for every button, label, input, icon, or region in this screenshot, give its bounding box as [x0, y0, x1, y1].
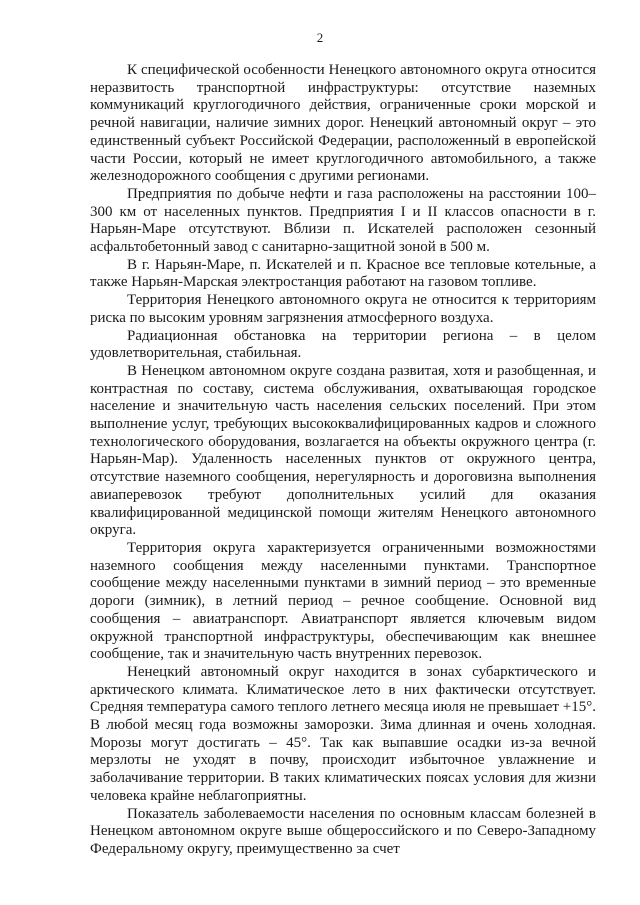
paragraph-climate: Ненецкий автономный округ находится в зонах субарктического и арктического климата. Климатическое лето в них фактически отсутствует. Средняя температура самого теплого летнего месяца июля не превышает +15°. В любой месяц года возможны заморозки. Зима длинная и очень холодная. Морозы могут достигать – 45°. Так как выпавшие осадки из-за вечной мерзлоты не уходят в почву, происходит избыточное увлажнение и заболачивание территории. В таких климатических поясах условия для жизни человека крайне неблагоприятны. [90, 663, 596, 804]
paragraph-oil-gas-enterprises: Предприятия по добыче нефти и газа расположены на расстоянии 100–300 км от населенных пунктов. Предприятия I и II классов опасности в г. Нарьян-Маре отсутствуют. Вблизи п. Искателей расположен сезонный асфальтобетонный завод с санитарно-защитной зоной в 500 м. [90, 185, 596, 256]
paragraph-gas-fuel: В г. Нарьян-Маре, п. Искателей и п. Красное все тепловые котельные, а также Нарьян-Марская электростанция работают на газовом топливе. [90, 256, 596, 291]
paragraph-morbidity: Показатель заболеваемости населения по основным классам болезней в Ненецком автономном округе выше общероссийского и по Северо-Западному Федеральному округу, преимущественно за счет [90, 805, 596, 857]
paragraph-air-pollution: Территория Ненецкого автономного округа не относится к территориям риска по высоким уровням загрязнения атмосферного воздуха. [90, 292, 596, 326]
paragraph-service-system: В Ненецком автономном округе создана развитая, хотя и разобщенная, и контрастная по составу, система обслуживания, охватывающая городское население и значительную часть населения сельских поселений. При этом выполнение услуг, требующих высококвалифицированных кадров и сложного технологического оборудования, возлагается на объекты окружного центра (г. Нарьян-Мар). Удаленность населенных пунктов от окружного центра, отсутствие наземного сообщения, нерегулярность и дороговизна выполнения авиаперевозок требуют дополнительных усилий для оказания квалифицированной медицинской помощи жителям Ненецкого автономного округа. [90, 362, 596, 539]
paragraph-ground-connection: Территория округа характеризуется ограниченными возможностями наземного сообщения между населенными пунктами. Транспортное сообщение между населенными пунктами в зимний период – это временные дороги (зимник), в летний период – речное сообщение. Основной вид сообщения – авиатранспорт. Авиатранспорт является ключевым видом окружной транспортной инфраструктуры, обеспечивающим как внешнее сообщение, так и значительную часть внутренних перевозок. [90, 539, 596, 663]
paragraph-radiation: Радиационная обстановка на территории региона – в целом удовлетворительная, стабильная. [90, 327, 596, 362]
paragraph-transport-infrastructure: К специфической особенности Ненецкого автономного округа относится неразвитость транспортной инфраструктуры: отсутствие наземных коммуникаций круглогодичного действия, ограниченные сроки морской и речной навигации, наличие зимних дорог. Ненецкий автономный округ – это единственный субъект Российской Федерации, расположенный в европейской части России, который не имеет круглогодичного автомобильного, а также железнодорожного сообщения с другими регионами. [90, 62, 596, 185]
document-body [90, 62, 596, 859]
page-number: 2 [316, 30, 324, 45]
